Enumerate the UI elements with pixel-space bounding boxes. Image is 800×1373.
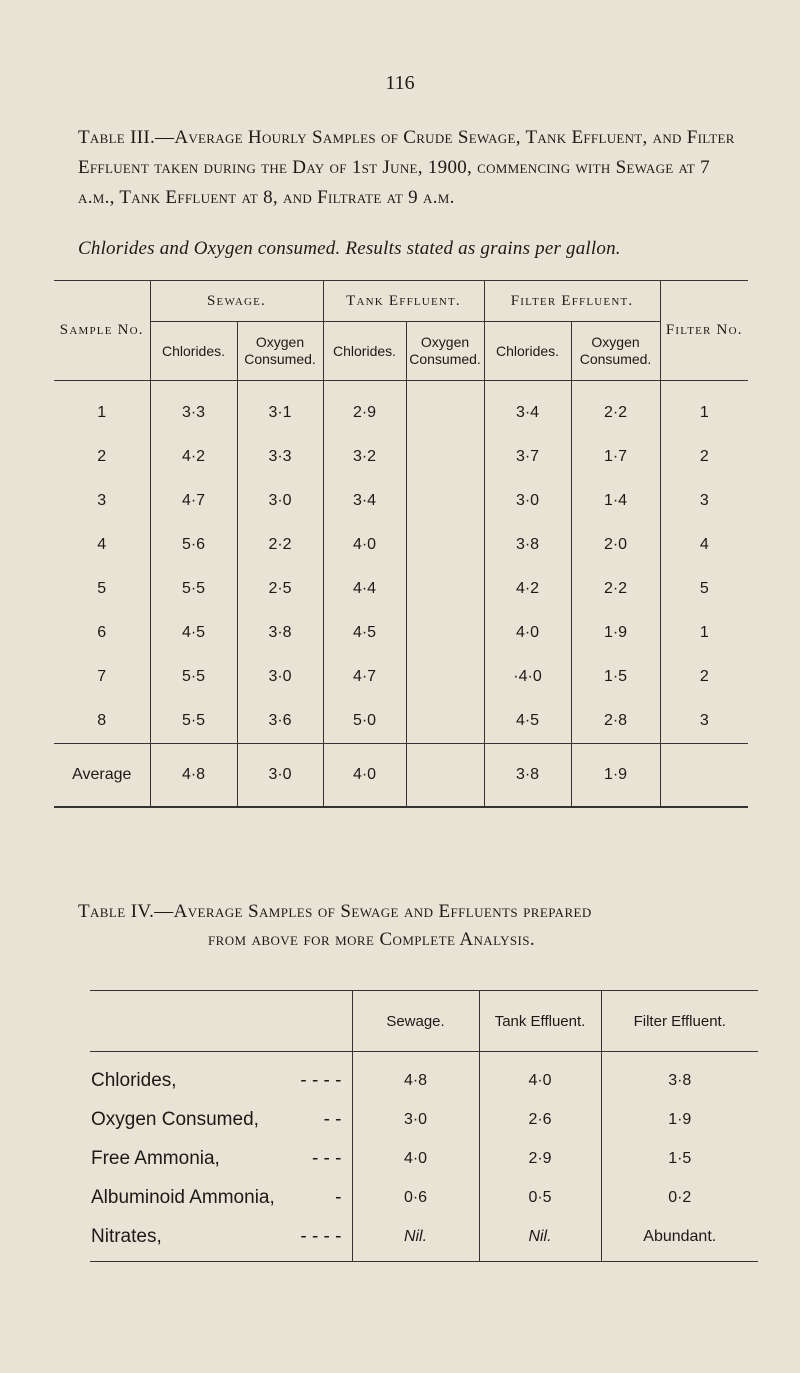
table-cell <box>406 611 484 655</box>
table-cell: 4·7 <box>323 655 406 699</box>
row-label-text: Chlorides, <box>91 1069 177 1091</box>
average-cell: 1·9 <box>571 744 660 808</box>
sewage-header: Sewage. <box>150 281 323 322</box>
table-cell: 2·9 <box>479 1139 601 1178</box>
table-cell: 8 <box>97 712 107 729</box>
table-cell: 1·7 <box>571 435 660 479</box>
table-cell: 2·8 <box>571 699 660 744</box>
table-cell: Abundant. <box>601 1217 758 1262</box>
table-cell <box>406 523 484 567</box>
average-cell <box>406 744 484 808</box>
table-cell: 3·1 <box>237 381 323 436</box>
table-cell: 4·5 <box>323 611 406 655</box>
table-cell: 4·0 <box>352 1139 479 1178</box>
row-label-text: Nitrates, <box>91 1225 162 1247</box>
table-cell: 3·0 <box>237 655 323 699</box>
filter-no-header: Filter No. <box>660 281 748 381</box>
table3-body <box>54 381 748 744</box>
table-cell: 3·8 <box>484 523 571 567</box>
table3-caption-text: —Average Hourly Samples of Crude Sewage, Tank Effluent, and Filter Effluent taken during the Day of 1st June, 1900, commencing with Sewage at 7 a.m., Tank Effluent at 8, and Filtrate at 9 a.m. <box>78 127 735 208</box>
sewage-oxygen-header: Oxygen Consumed. <box>237 322 323 381</box>
leader-dashes: - - <box>323 1108 342 1130</box>
table-cell: 1·9 <box>601 1100 758 1139</box>
table-cell <box>406 479 484 523</box>
table-row <box>54 381 748 436</box>
table-cell: 5·5 <box>150 699 237 744</box>
table-cell: 3·4 <box>484 381 571 436</box>
table4-caption-line2: from above for more Complete Analysis. <box>208 929 536 950</box>
table-cell: 1·5 <box>571 655 660 699</box>
average-cell: 4·0 <box>323 744 406 808</box>
table-cell: 0·2 <box>601 1178 758 1217</box>
table-cell: 5·6 <box>150 523 237 567</box>
leader-dashes: - - - - <box>300 1225 342 1247</box>
table3-caption-label: Table III. <box>78 127 156 148</box>
filter-chlorides-header: Chlorides. <box>484 322 571 381</box>
table-cell: 7 <box>97 668 107 685</box>
table4-caption-line1: —Average Samples of Sewage and Effluents prepared <box>154 901 592 922</box>
table-cell: 2 <box>97 448 107 465</box>
row-label <box>90 1217 352 1262</box>
table-cell: 3·4 <box>323 479 406 523</box>
table-cell: 3 <box>660 479 748 523</box>
filter-effluent-header: Filter Effluent. <box>484 281 660 322</box>
table3 <box>54 280 748 808</box>
table-cell: 5·5 <box>150 567 237 611</box>
sewage-chlorides-header: Chlorides. <box>150 322 237 381</box>
leader-dashes: - - - - <box>300 1069 342 1091</box>
table-cell: 4 <box>660 523 748 567</box>
table-cell: 1 <box>660 611 748 655</box>
table3-caption <box>78 123 738 213</box>
average-cell: 4·8 <box>150 744 237 808</box>
table-cell: 2 <box>660 435 748 479</box>
table-cell: ·4·0 <box>484 655 571 699</box>
table-cell: 1·9 <box>571 611 660 655</box>
table-cell: 2·0 <box>571 523 660 567</box>
table4-caption-label: Table IV. <box>78 901 155 922</box>
row-label <box>90 1052 352 1101</box>
table-row <box>54 655 748 699</box>
table-cell: 3·0 <box>237 479 323 523</box>
table-cell: 3·2 <box>323 435 406 479</box>
row-label-text: Free Ammonia, <box>91 1147 220 1169</box>
table-row <box>54 699 748 744</box>
table4-body <box>90 1052 758 1262</box>
table-row <box>90 1100 758 1139</box>
table-cell <box>406 381 484 436</box>
table-row <box>90 1139 758 1178</box>
table-cell: 5·5 <box>150 655 237 699</box>
table-row <box>54 479 748 523</box>
table-cell <box>406 435 484 479</box>
leader-dashes: - - - <box>311 1147 342 1169</box>
table-cell: 2 <box>660 655 748 699</box>
table-cell: Nil. <box>352 1217 479 1262</box>
table-cell <box>406 567 484 611</box>
table-cell: 3·3 <box>237 435 323 479</box>
table-cell: 0·6 <box>352 1178 479 1217</box>
table-cell: 2·9 <box>323 381 406 436</box>
table-cell: 5 <box>660 567 748 611</box>
table4-caption <box>78 898 798 954</box>
table-cell: 3 <box>97 492 107 509</box>
table-cell: 4·5 <box>484 699 571 744</box>
table-cell: 1·4 <box>571 479 660 523</box>
table-cell: 2·2 <box>237 523 323 567</box>
average-cell: 3·8 <box>484 744 571 808</box>
table-cell: 3·8 <box>601 1052 758 1101</box>
table-cell: 6 <box>97 624 107 641</box>
table-cell: 4 <box>97 536 107 553</box>
table-row <box>90 1052 758 1101</box>
table-cell: 1·5 <box>601 1139 758 1178</box>
table-cell: 4·2 <box>150 435 237 479</box>
table-row <box>90 1217 758 1262</box>
tank-chlorides-header: Chlorides. <box>323 322 406 381</box>
table-cell: 3·0 <box>352 1100 479 1139</box>
table-cell: 3 <box>660 699 748 744</box>
table-cell: 3·7 <box>484 435 571 479</box>
table-cell: 3·0 <box>484 479 571 523</box>
table4 <box>90 990 758 1262</box>
table-cell: 1 <box>97 404 107 421</box>
table-cell: 5·0 <box>323 699 406 744</box>
table-cell: 1 <box>660 381 748 436</box>
filter-oxygen-header: Oxygen Consumed. <box>571 322 660 381</box>
table3-average-row <box>54 744 748 808</box>
table-row <box>54 435 748 479</box>
table-cell: 3·8 <box>237 611 323 655</box>
table-cell: 5 <box>97 580 107 597</box>
average-cell: 3·0 <box>237 744 323 808</box>
table3-subtitle: Chlorides and Oxygen consumed. Results stated as grains per gallon. <box>78 238 621 259</box>
table-cell: Nil. <box>479 1217 601 1262</box>
table-row <box>90 1178 758 1217</box>
table-cell: 2·2 <box>571 567 660 611</box>
table4-col-sewage: Sewage. <box>352 991 479 1052</box>
table-cell: 4·0 <box>479 1052 601 1101</box>
table-cell: 4·2 <box>484 567 571 611</box>
table-cell: 2·6 <box>479 1100 601 1139</box>
average-label: Average <box>54 744 150 808</box>
table-cell: 0·5 <box>479 1178 601 1217</box>
table-cell: 4·5 <box>150 611 237 655</box>
table-cell: 2·2 <box>571 381 660 436</box>
table-row <box>54 611 748 655</box>
page-number: 116 <box>385 72 415 94</box>
leader-dashes: - <box>335 1186 342 1208</box>
row-label-text: Oxygen Consumed, <box>91 1108 259 1130</box>
row-label <box>90 1178 352 1217</box>
table-cell: 3·3 <box>150 381 237 436</box>
row-label-text: Albuminoid Ammonia, <box>91 1186 275 1208</box>
row-label <box>90 1139 352 1178</box>
row-label <box>90 1100 352 1139</box>
table4-corner <box>90 991 352 1052</box>
tank-oxygen-header: Oxygen Consumed. <box>406 322 484 381</box>
table-row <box>54 523 748 567</box>
table4-col-filter: Filter Effluent. <box>601 991 758 1052</box>
sample-no-header: Sample No. <box>54 281 150 381</box>
table-cell <box>406 655 484 699</box>
table-cell: 4·7 <box>150 479 237 523</box>
table-cell: 4·8 <box>352 1052 479 1101</box>
table-cell: 4·0 <box>323 523 406 567</box>
table-row <box>54 567 748 611</box>
table-cell: 4·4 <box>323 567 406 611</box>
table-cell: 2·5 <box>237 567 323 611</box>
tank-effluent-header: Tank Effluent. <box>323 281 484 322</box>
table-cell: 4·0 <box>484 611 571 655</box>
average-cell <box>660 744 748 808</box>
table-cell <box>406 699 484 744</box>
table-cell: 3·6 <box>237 699 323 744</box>
table4-col-tank: Tank Effluent. <box>479 991 601 1052</box>
